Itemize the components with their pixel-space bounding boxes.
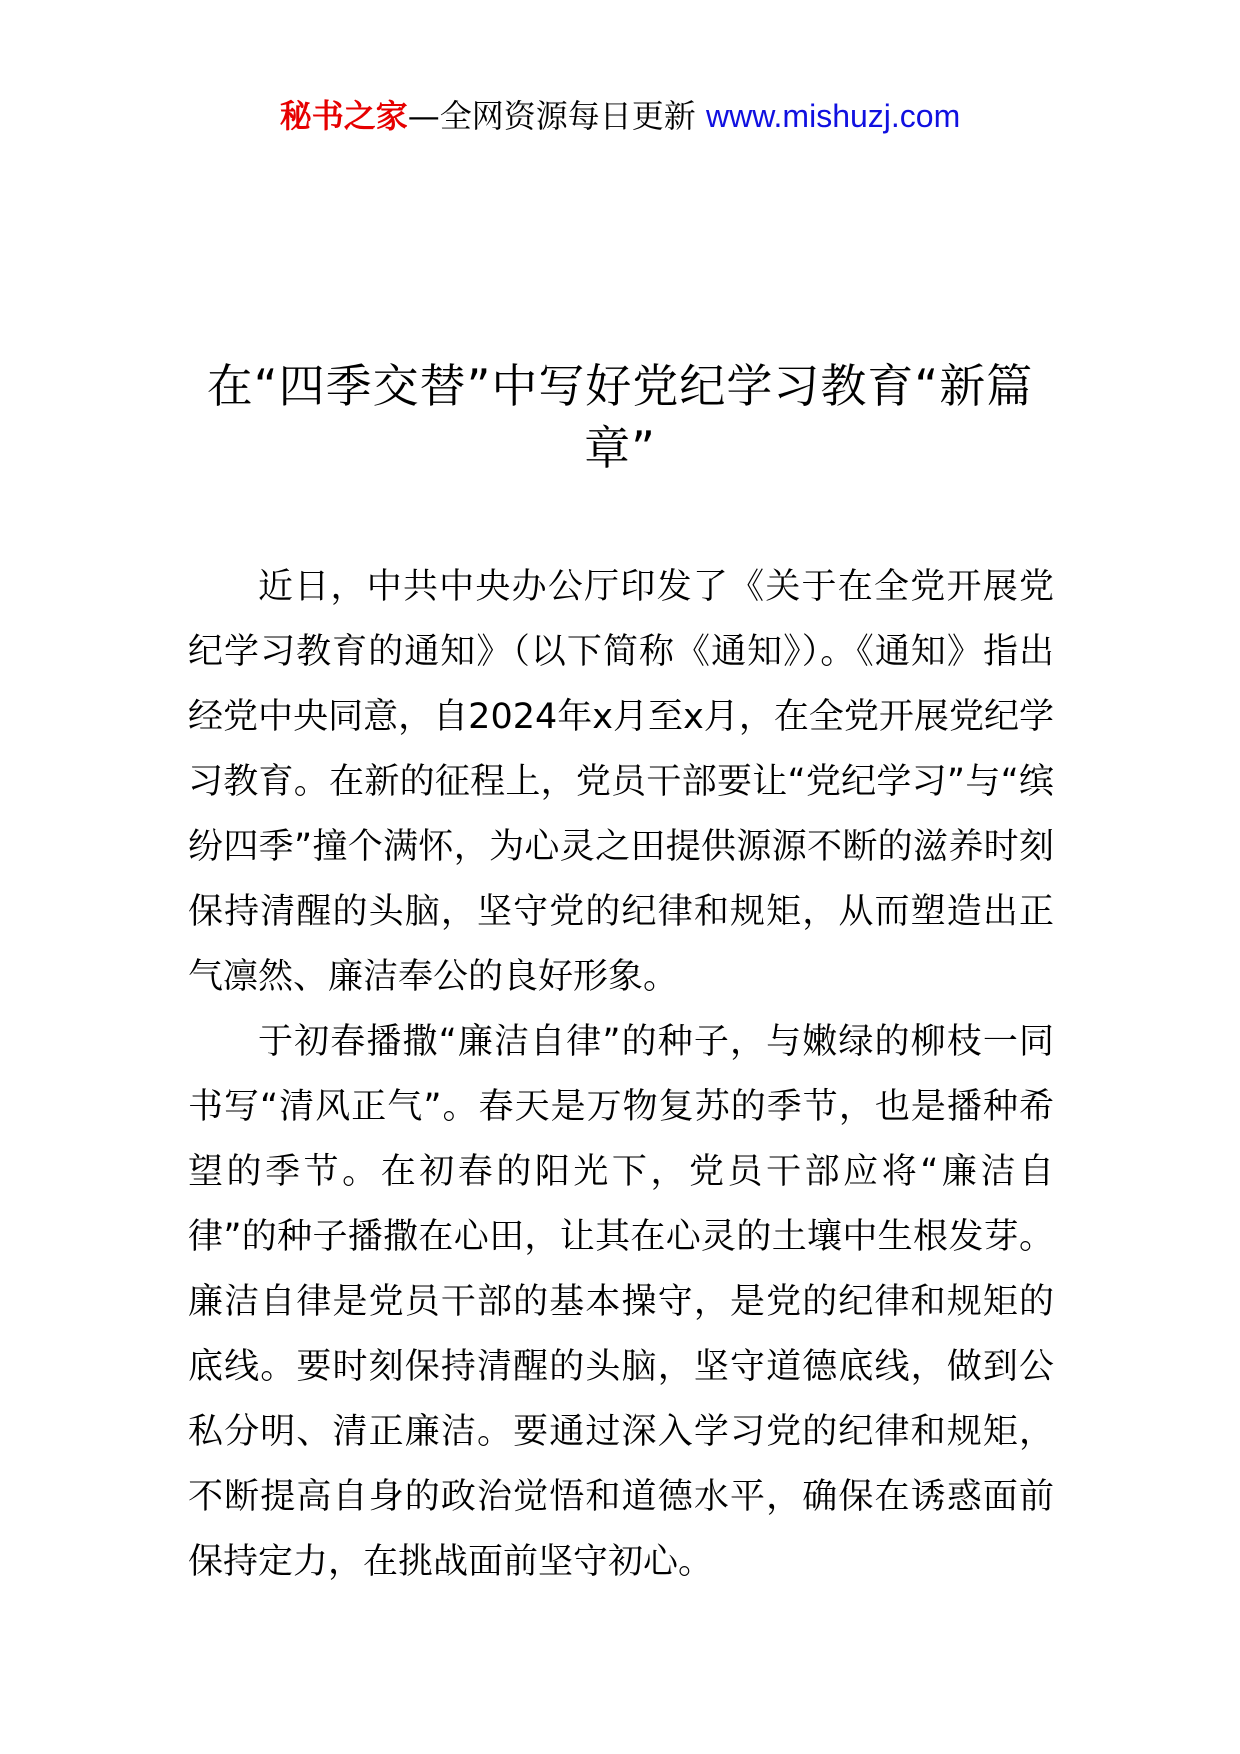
paragraph-spring: 于初春播撒“廉洁自律”的种子，与嫩绿的柳枝一同书写“清风正气”。春天是万物复苏的季节，也是播种希望的季节。在初春的阳光下，党员干部应将“廉洁自律”的种子播撒在心田，让其在心灵的土壤中生根发芽。廉洁自律是党员干部的基本操守，是党的纪律和规矩的底线。要时刻保持清醒的头脑，坚守道德底线，做到公私分明、清正廉洁。要通过深入学习党的纪律和规矩，不断提高自身的政治觉悟和道德水平，确保在诱惑面前保持定力，在挑战面前坚守初心。	[188, 1022, 1054, 1582]
document-title: 在“四季交替”中写好党纪学习教育“新篇章”	[206, 359, 1034, 475]
site-brand: 秘书之家	[279, 97, 408, 135]
site-url-link[interactable]: www.mishuzj.com	[705, 98, 961, 134]
site-header	[0, 96, 1240, 136]
site-tagline: —全网资源每日更新	[407, 97, 706, 135]
paragraph-intro: 近日，中共中央办公厅印发了《关于在全党开展党纪学习教育的通知》（以下简称《通知》）。《通知》指出经党中央同意，自2024年x月至x月，在全党开展党纪学习教育。在新的征程上，党员干部要让“党纪学习”与“缤纷四季”撞个满怀，为心灵之田提供源源不断的滋养时刻保持清醒的头脑，坚守党的纪律和规矩，从而塑造出正气凛然、廉洁奉公的良好形象。	[188, 567, 1054, 997]
document-body	[188, 555, 1054, 1595]
